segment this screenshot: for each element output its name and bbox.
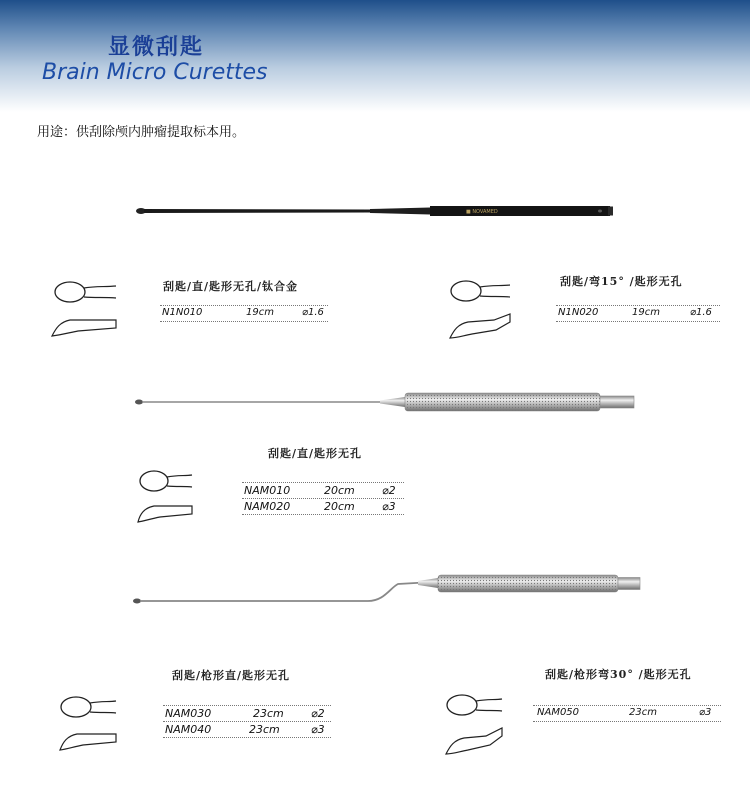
item-label: 刮匙/枪形弯30° /匙形无孔 bbox=[545, 668, 692, 681]
table-row bbox=[163, 705, 331, 722]
page-title-cn: 显微刮匙 bbox=[108, 35, 205, 60]
spec-code: NAM040 bbox=[165, 723, 212, 736]
table-row bbox=[242, 499, 404, 515]
spec-code: NAM050 bbox=[537, 707, 580, 718]
curette-bayonet-image bbox=[128, 570, 648, 612]
usage-text: 用途：供刮除颅内肿瘤提取标本用。 bbox=[37, 125, 246, 140]
item-label: 刮匙/直/匙形无孔 bbox=[268, 447, 363, 460]
spec-code: NAM020 bbox=[244, 500, 291, 513]
spec-length: 20cm bbox=[324, 484, 355, 497]
curette-tip-icon bbox=[48, 276, 128, 342]
spec-size: ⌀1.6 bbox=[690, 307, 712, 318]
item-label: 刮匙/弯15° /匙形无孔 bbox=[560, 275, 683, 288]
curette-tip-icon bbox=[134, 466, 214, 530]
table-row bbox=[242, 482, 404, 499]
table-row bbox=[533, 705, 721, 722]
spec-size: ⌀3 bbox=[699, 707, 712, 718]
table-row bbox=[163, 722, 331, 738]
spec-code: NAM010 bbox=[244, 484, 291, 497]
spec-length: 23cm bbox=[253, 707, 284, 720]
svg-text:■ NOVAMED: ■ NOVAMED bbox=[466, 209, 498, 215]
curette-tip-icon bbox=[444, 274, 524, 344]
spec-length: 19cm bbox=[246, 307, 274, 318]
spec-length: 23cm bbox=[629, 707, 657, 718]
spec-size: ⌀2 bbox=[382, 484, 396, 497]
item-label: 刮匙/直/匙形无孔/钛合金 bbox=[163, 280, 299, 293]
spec-code: N1N010 bbox=[162, 307, 203, 318]
spec-length: 19cm bbox=[632, 307, 660, 318]
spec-table bbox=[556, 305, 720, 322]
curette-straight-image bbox=[130, 388, 640, 416]
spec-length: 20cm bbox=[324, 500, 355, 513]
item-label: 刮匙/枪形直/匙形无孔 bbox=[172, 669, 291, 682]
spec-size: ⌀2 bbox=[311, 707, 325, 720]
table-row bbox=[556, 305, 720, 322]
page-title-en: Brain Micro Curettes bbox=[42, 60, 268, 85]
spec-size: ⌀3 bbox=[382, 500, 396, 513]
spec-code: N1N020 bbox=[558, 307, 599, 318]
spec-table bbox=[163, 705, 331, 738]
curette-black-image bbox=[130, 198, 620, 224]
spec-table bbox=[160, 305, 328, 322]
table-row bbox=[160, 305, 328, 322]
curette-tip-icon bbox=[440, 688, 522, 760]
spec-size: ⌀3 bbox=[311, 723, 325, 736]
spec-size: ⌀1.6 bbox=[302, 307, 324, 318]
spec-table bbox=[533, 705, 721, 722]
spec-length: 23cm bbox=[249, 723, 280, 736]
spec-code: NAM030 bbox=[165, 707, 212, 720]
curette-tip-icon bbox=[56, 690, 138, 756]
spec-table bbox=[242, 482, 404, 515]
